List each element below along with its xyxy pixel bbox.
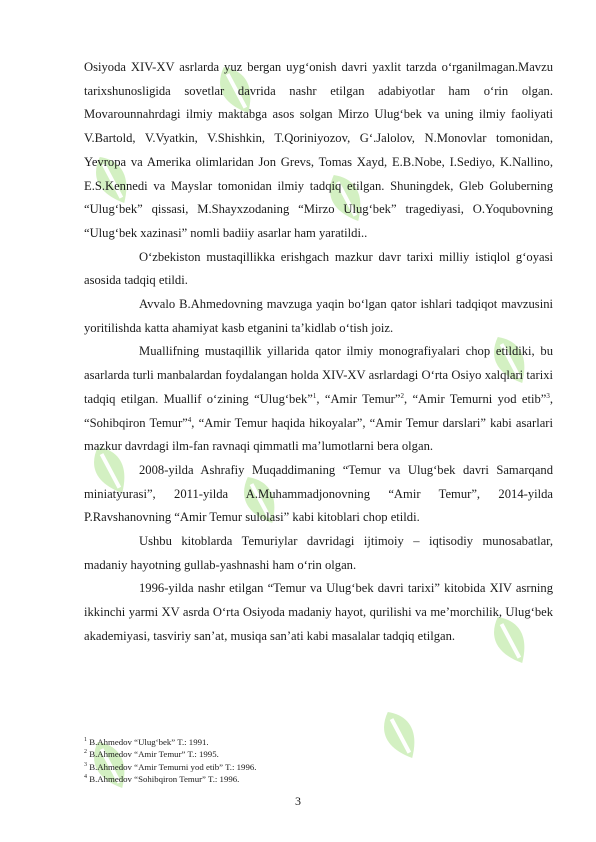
footnote-number: 2 [84, 749, 87, 756]
footnote-ref: 1 [312, 391, 317, 400]
text-run: , “Amir Temur” [316, 391, 401, 406]
paragraph: 1996-yilda nashr etilgan “Temur va Ulug‘bek davri tarixi” kitobida XIV asrning ikkinchi yarmi XV asrda O‘rta Osiyoda madaniy hayot, qurilishi va me’morchilik, Ulug‘bek akademiyasi, tasviriy san’at, musiqa san’ati kabi masalalar tadqiq etilgan. [84, 581, 553, 643]
footnote [84, 736, 553, 748]
footnote-ref: 2 [400, 391, 404, 400]
paragraph: Osiyoda XIV-XV asrlarda yuz bergan uyg‘onish davri yaxlit tarzda o‘rganilmagan.Mavzu tarixshunosligida sovetlar davrida nashr etilgan adabiyotlar ham o‘rin olgan. Movarounnahrdagi ilmiy maktabga asos solgan Mirzo Ulug‘bek va uning ilmiy faoliyati V.Bartold, V.Vyatkin, V.Shishkin, T.Qoriniyozov, G‘.Jalolov, N.Monovlar tomonidan, Yevropa va Amerika olimlaridan Jon Grevs, Tomas Xayd, E.B.Nobe, I.Sediyo, K.Nallino, E.S.Kennedi va Mayslar tomonidan ilmiy tadqiq etilgan. Shuningdek, Gleb Goluberning “Ulug‘bek” qissasi, M.Shayxzodaning “Mirzo Ulug‘bek” tragediyasi, O.Yoqubovning “Ulug‘bek xazinasi” nomli badiiy asarlar ham yaratildi.. [84, 60, 553, 240]
footnote-ref: 3 [546, 391, 550, 400]
footnote-number: 1 [84, 737, 87, 744]
footnote-ref: 4 [187, 415, 192, 424]
page-number: 3 [295, 794, 301, 808]
text-run: , “Amir Temurni yod etib” [403, 391, 547, 406]
footnote [84, 773, 553, 785]
footnote-text: B.Ahmedov “Amir Temurni yod etib” T.: 1996. [87, 761, 257, 772]
paragraph [84, 340, 553, 459]
body-text [84, 56, 553, 649]
footnote-number: 4 [84, 774, 87, 781]
paragraph: Ushbu kitoblarda Temuriylar davridagi ijtimoiy – iqtisodiy munosabatlar, madaniy hayotning gullab-yashnashi ham o‘rin olgan. [84, 534, 553, 572]
footnotes [84, 736, 553, 786]
text-run: Muallifning mustaqillik yillarida qator ilmiy monografiyalari chop etildiki, bu asarlarda turli manbalardan foydalangan holda XIV-XV asrlardagi O‘rta Osiyo xalqlari tarixi tadqiq etilgan. Muallif o‘zining “Ulug‘bek” [84, 344, 553, 406]
footnote-text: B.Ahmedov “Amir Temur” T.: 1995. [87, 749, 219, 760]
footnote-text: B.Ahmedov “Sohibqiron Temur” T.: 1996. [87, 774, 240, 785]
text-run: , “Sohibqiron Temur” [84, 391, 554, 430]
paragraph: O‘zbekiston mustaqillikka erishgach mazkur davr tarixi milliy istiqlol g‘oyasi asosida tadqiq etildi. [84, 249, 553, 288]
paragraph: 2008-yilda Ashrafiy Muqaddimaning “Temur va Ulug‘bek davri Samarqand miniatyurasi”, 2011-yilda A.Muhammadjonovning “Amir Temur”, 2014-yilda P.Ravshanovning “Amir Temur sulolasi” kabi kitoblari chop etildi. [84, 462, 553, 525]
text-run: , “Amir Temur haqida hikoyalar”, “Amir Temur darslari” kabi asarlari mazkur davrdagi ilm-fan ravnaqi qimmatli ma’lumotlarni bera olgan. [84, 415, 553, 454]
paragraph: Avvalo B.Ahmedovning mavzuga yaqin bo‘lgan qator ishlari tadqiqot mavzusini yoritilishda katta ahamiyat kasb etganini ta’kidlab o‘tish joiz. [84, 297, 553, 335]
footnote [84, 761, 553, 773]
footnote-number: 3 [84, 761, 87, 768]
footnote [84, 748, 553, 760]
footnote-text: B.Ahmedov “Ulug‘bek” T.: 1991. [87, 737, 209, 747]
